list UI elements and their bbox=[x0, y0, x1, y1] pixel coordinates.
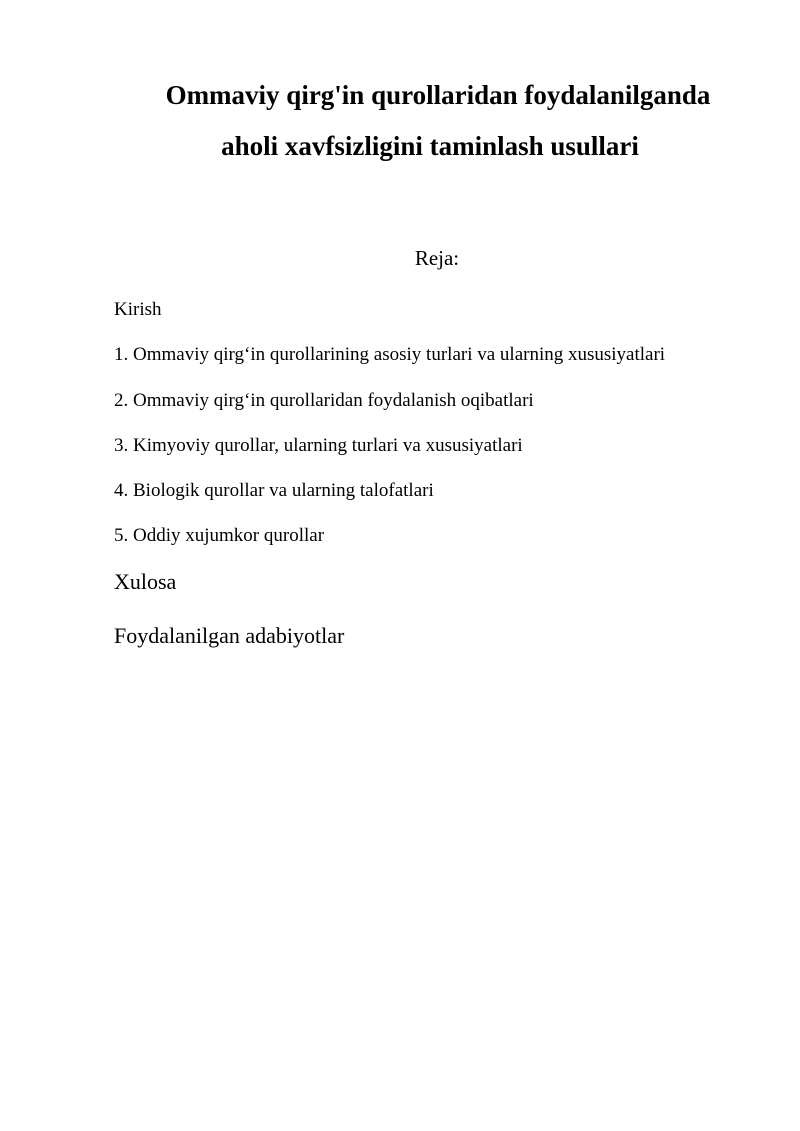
plan-heading: Reja: bbox=[414, 246, 460, 270]
plan-item-2: 2. Ommaviy qirg‘in qurollaridan foydalanish oqibatlari bbox=[114, 390, 534, 411]
plan-item-1: 1. Ommaviy qirg‘in qurollarining asosiy turlari va ularning xususiyatlari bbox=[114, 344, 666, 365]
plan-item-intro: Kirish bbox=[114, 299, 162, 320]
plan-item-references: Foydalanilgan adabiyotlar bbox=[114, 623, 345, 648]
plan-item-conclusion: Xulosa bbox=[114, 569, 177, 594]
plan-item-5: 5. Oddiy xujumkor qurollar bbox=[114, 525, 325, 546]
plan-item-3: 3. Kimyoviy qurollar, ularning turlari va xususiyatlari bbox=[114, 435, 523, 456]
document-title-line-1: Ommaviy qirg'in qurollaridan foydalanilganda bbox=[165, 80, 711, 110]
document-title-line-2: aholi xavfsizligini taminlash usullari bbox=[221, 131, 639, 161]
plan-item-4: 4. Biologik qurollar va ularning talofatlari bbox=[114, 480, 434, 501]
